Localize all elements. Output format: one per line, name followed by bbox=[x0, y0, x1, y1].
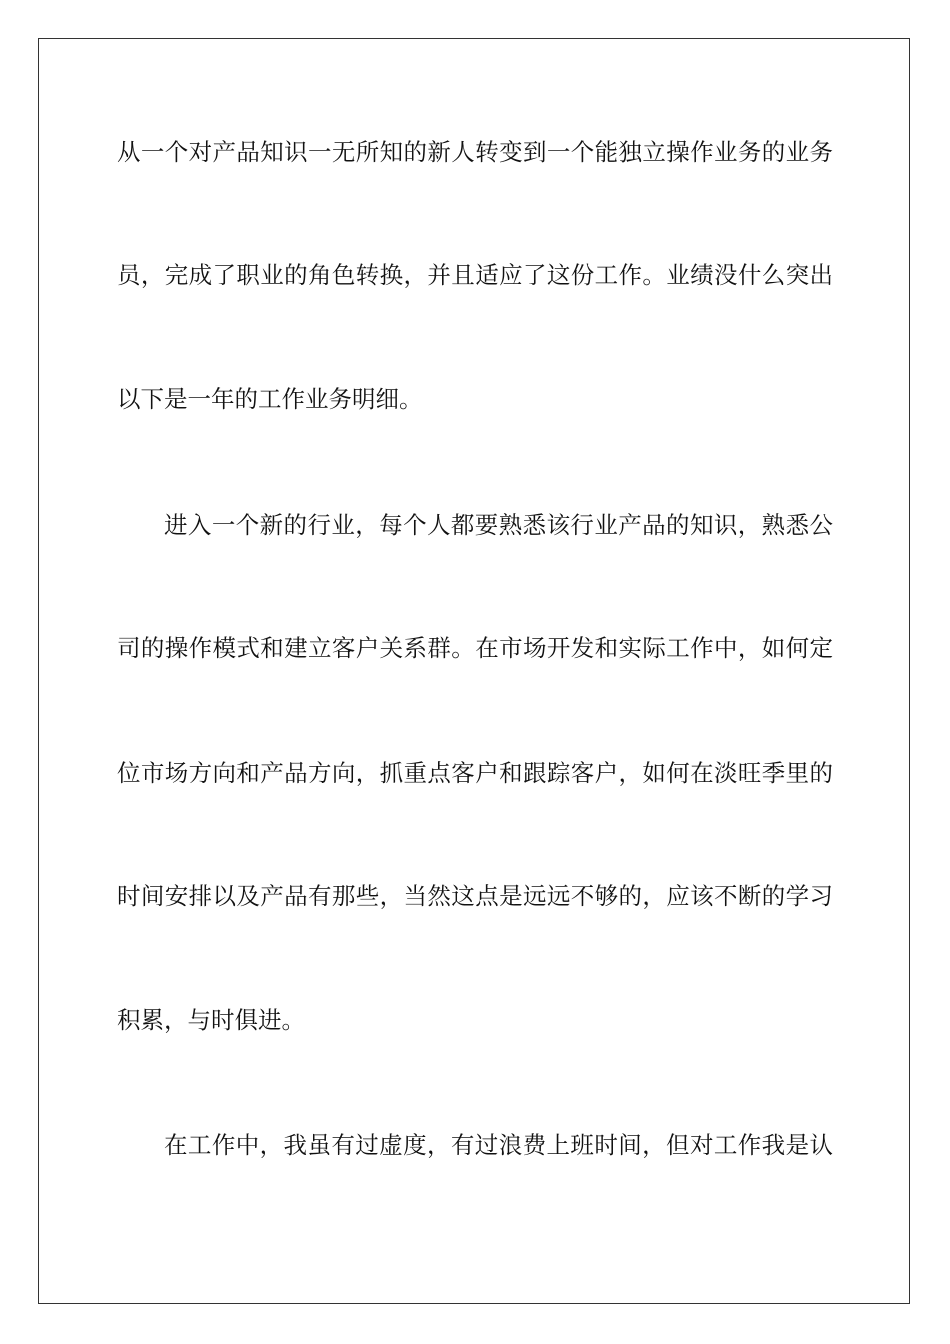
text-line-4: 进入一个新的行业，每个人都要熟悉该行业产品的知识，熟悉公 bbox=[164, 511, 833, 539]
text-line-1: 从一个对产品知识一无所知的新人转变到一个能独立操作业务的业务 bbox=[117, 138, 833, 166]
text-line-9: 在工作中，我虽有过虚度，有过浪费上班时间，但对工作我是认 bbox=[164, 1131, 833, 1159]
text-line-2: 员，完成了职业的角色转换，并且适应了这份工作。业绩没什么突出 bbox=[117, 261, 833, 289]
text-line-7: 时间安排以及产品有那些，当然这点是远远不够的，应该不断的学习 bbox=[117, 882, 833, 910]
text-line-3: 以下是一年的工作业务明细。 bbox=[117, 385, 423, 413]
page-border bbox=[38, 38, 910, 1304]
text-line-8: 积累，与时俱进。 bbox=[117, 1006, 305, 1034]
text-line-5: 司的操作模式和建立客户关系群。在市场开发和实际工作中，如何定 bbox=[117, 634, 833, 662]
text-line-6: 位市场方向和产品方向，抓重点客户和跟踪客户，如何在淡旺季里的 bbox=[117, 759, 833, 787]
